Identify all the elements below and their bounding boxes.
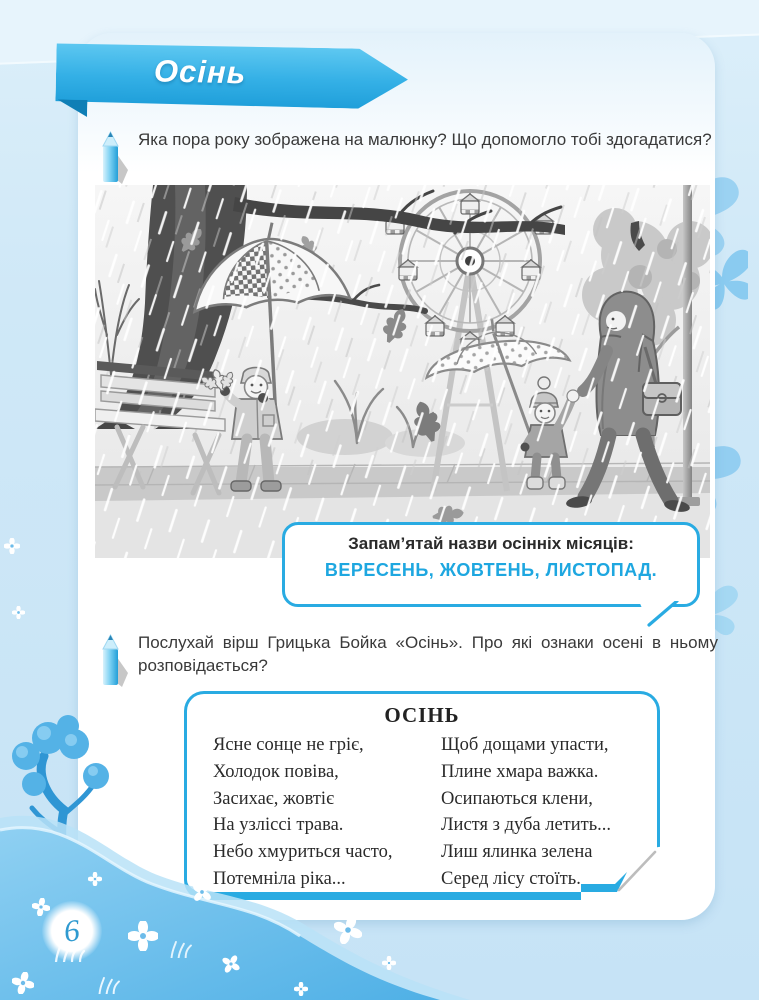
flower-icon (128, 921, 158, 951)
flower-icon (192, 882, 212, 902)
task-text: Послухай вірш Грицька Бойка «Осінь». Про які ознаки осені в ньому розповідається? (138, 633, 718, 676)
poem-line: Листя з дуба летить... (441, 815, 612, 836)
poem-line: Небо хмуриться часто, (213, 842, 393, 863)
poem-line: Плине хмара важка. (441, 761, 599, 782)
grass-icon (96, 976, 126, 994)
chapter-title: Осінь (153, 53, 247, 91)
chapter-banner (55, 42, 408, 109)
poem-line: Ясне сонце не гріє, (213, 735, 364, 755)
task-1 (98, 128, 718, 186)
flower-icon (12, 972, 34, 994)
poem-line: На узліссі трава. (213, 815, 344, 836)
pencil-icon (98, 130, 128, 186)
autumn-park-illustration (95, 185, 710, 558)
flower-icon (222, 955, 240, 973)
grass-icon (168, 940, 198, 958)
callout-tail (639, 601, 679, 627)
poem-line: Серед лісу стоїть. (441, 869, 581, 890)
poem-line: Потемніла ріка... (213, 869, 346, 890)
poem-line: Щоб дощами упасти, (441, 735, 609, 755)
task-text: Яка пора року зображена на малюнку? Що допомогло тобі здогадатися? (138, 130, 712, 149)
flower-icon (88, 872, 102, 886)
flower-icon (4, 538, 20, 554)
poem-title: ОСІНЬ (384, 703, 460, 727)
flower-icon (382, 956, 396, 970)
poem-line: Холодок повіва, (213, 761, 339, 782)
task-2 (98, 631, 718, 689)
poem-line: Осипаються клени, (441, 788, 593, 809)
flower-icon (334, 916, 362, 944)
months-callout (282, 522, 700, 607)
pencil-icon (98, 633, 128, 689)
banner-fold (57, 99, 87, 117)
flower-icon (12, 606, 25, 619)
poem-line: Засихає, жовтіє (213, 788, 335, 809)
callout-heading: Запам’ятай назви осінніх місяців: (348, 534, 634, 553)
poem-line: Лиш ялинка зелена (441, 842, 593, 863)
page-number-badge (42, 901, 102, 961)
flower-icon (294, 982, 308, 996)
page-number: 6 (62, 912, 82, 949)
poem-box-tail (581, 846, 665, 906)
callout-months: ВЕРЕСЕНЬ, ЖОВТЕНЬ, ЛИСТОПАД. (324, 560, 658, 580)
